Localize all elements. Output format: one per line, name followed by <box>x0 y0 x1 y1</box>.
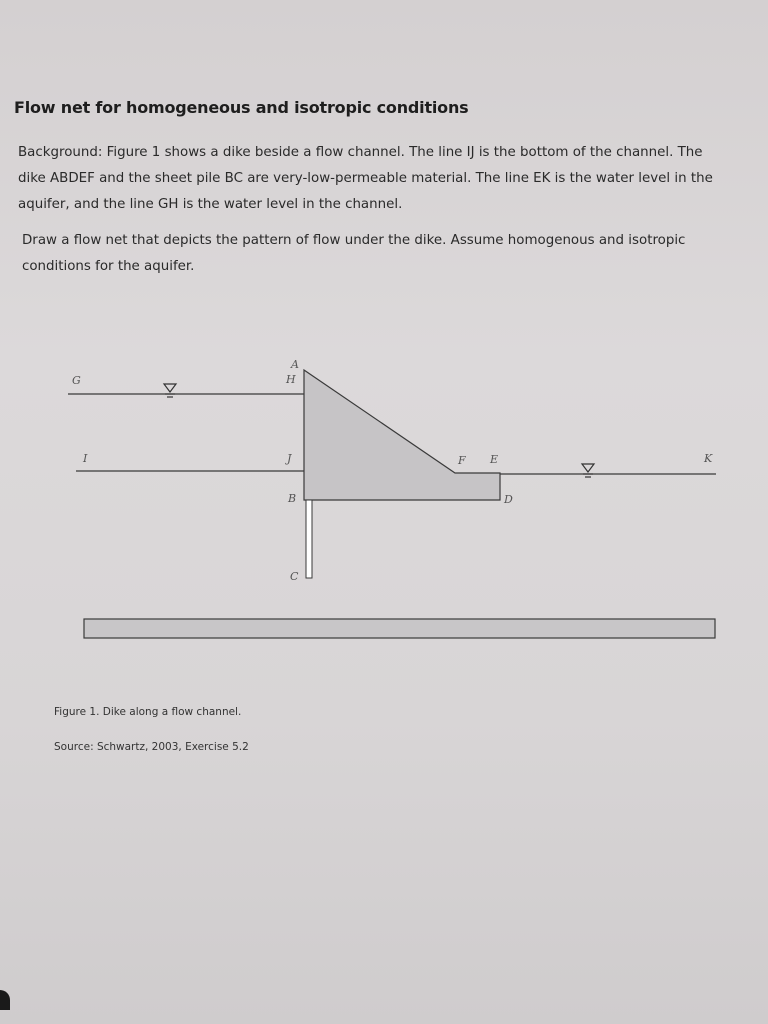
paragraph-line: conditions for the aquifer. <box>22 259 195 274</box>
paragraph-line: Background: Figure 1 shows a dike beside a flow channel. The line IJ is the bottom of the channel. The <box>18 145 703 160</box>
label-j: J <box>287 452 292 465</box>
background-paragraph <box>18 140 744 218</box>
figure-source: Source: Schwartz, 2003, Exercise 5.2 <box>54 741 249 753</box>
photo-corner-shadow <box>0 990 10 1010</box>
label-a: A <box>291 358 299 371</box>
label-c: C <box>290 570 299 583</box>
dike-diagram <box>0 340 768 640</box>
dike-figure <box>0 340 768 640</box>
impermeable-base <box>84 619 715 638</box>
label-g: G <box>72 374 81 387</box>
label-i: I <box>83 452 88 465</box>
dike-shape <box>304 370 500 500</box>
sheet-pile <box>306 500 312 578</box>
paragraph-line: Draw a flow net that depicts the pattern of flow under the dike. Assume homogenous and isotropic <box>22 233 686 248</box>
water-level-symbol-aquifer <box>582 464 594 477</box>
figure-caption: Figure 1. Dike along a flow channel. <box>54 706 242 718</box>
label-k: K <box>704 452 713 465</box>
label-d: D <box>504 493 513 506</box>
label-b: B <box>288 492 297 505</box>
paragraph-line: dike ABDEF and the sheet pile BC are very-low-permeable material. The line EK is the water level in the <box>18 171 713 186</box>
label-h: H <box>286 373 296 386</box>
label-e: E <box>490 453 499 466</box>
page-title: Flow net for homogeneous and isotropic conditions <box>14 98 469 117</box>
paragraph-line: aquifer, and the line GH is the water level in the channel. <box>18 197 403 212</box>
water-level-symbol-channel <box>164 384 176 397</box>
instruction-paragraph <box>22 228 748 280</box>
label-f: F <box>458 454 466 467</box>
